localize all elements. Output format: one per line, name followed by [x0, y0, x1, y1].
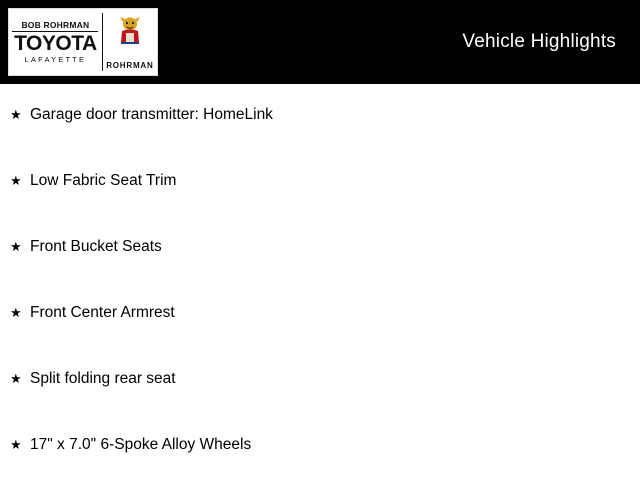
star-bullet-icon: ★	[10, 437, 22, 452]
star-bullet-icon: ★	[10, 371, 22, 386]
rohrman-group-block	[103, 9, 157, 75]
dealer-logo	[8, 8, 158, 76]
page-title: Vehicle Highlights	[462, 31, 616, 52]
star-bullet-icon: ★	[10, 239, 22, 254]
list-item	[0, 302, 640, 368]
dealer-city-text: LAFAYETTE	[24, 54, 87, 64]
vehicle-highlights-list	[0, 84, 640, 500]
rohrman-mascot-icon	[113, 15, 147, 45]
dealer-name-text: BOB ROHRMAN	[21, 19, 90, 30]
list-item-label: Low Fabric Seat Trim	[30, 172, 177, 189]
list-item	[0, 236, 640, 302]
list-item	[0, 170, 640, 236]
list-item-label: Front Center Armrest	[30, 304, 175, 321]
toyota-brand-text: TOYOTA	[14, 31, 97, 55]
list-item-label: Front Bucket Seats	[30, 238, 162, 255]
list-item	[0, 368, 640, 434]
star-bullet-icon: ★	[10, 173, 22, 188]
list-item	[0, 434, 640, 500]
star-bullet-icon: ★	[10, 107, 22, 122]
page-header	[0, 0, 640, 84]
list-item	[0, 104, 640, 170]
star-bullet-icon: ★	[10, 305, 22, 320]
list-item-label: 17" x 7.0" 6-Spoke Alloy Wheels	[30, 436, 252, 453]
toyota-logo-block	[9, 9, 102, 75]
rohrman-group-text: ROHRMAN	[106, 61, 154, 70]
list-item-label: Split folding rear seat	[30, 370, 176, 387]
list-item-label: Garage door transmitter: HomeLink	[30, 106, 273, 123]
